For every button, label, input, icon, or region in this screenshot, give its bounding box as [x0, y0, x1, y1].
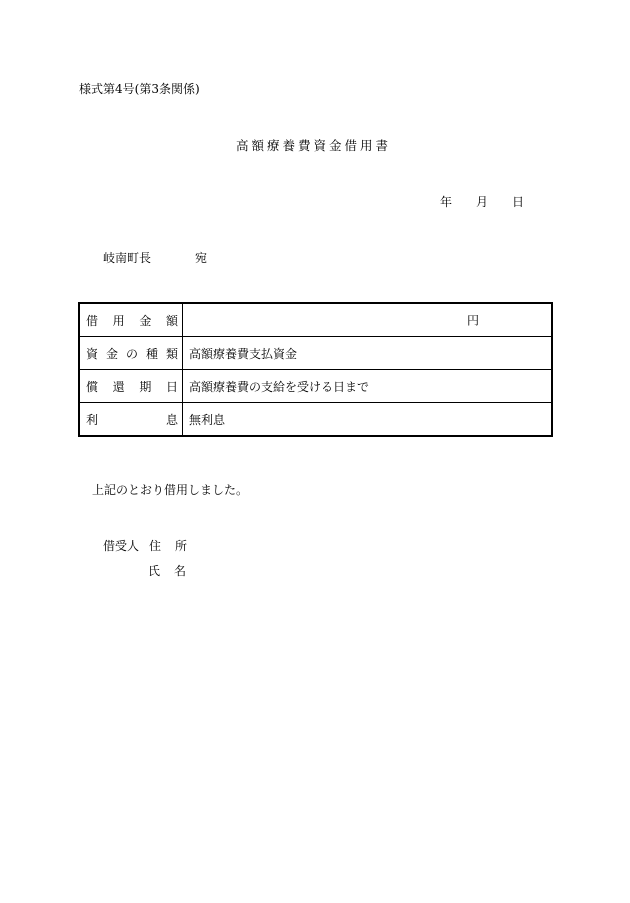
date-month: 月 [476, 195, 489, 209]
table-row-interest [79, 403, 552, 437]
value-loan-amount [183, 303, 553, 337]
value-repayment-date: 高額療養費の支給を受ける日まで [183, 370, 553, 403]
borrower-label: 借受人 [103, 539, 140, 553]
date-day: 日 [512, 195, 525, 209]
date-year: 年 [440, 195, 453, 209]
addressee-suffix: 宛 [195, 251, 208, 265]
date-line [440, 193, 524, 210]
label-repayment-date: 償 還 期 日 [79, 370, 183, 403]
table-row-fund-type [79, 337, 552, 370]
statement-text: 上記のとおり借用しました。 [92, 483, 249, 497]
addressee [103, 249, 207, 266]
table-row-loan-amount [79, 303, 552, 337]
borrower-name-row [148, 562, 200, 579]
document-title: 高額療養費資金借用書 [236, 138, 392, 153]
label-interest: 利 息 [79, 403, 183, 437]
table-row-repayment-date [79, 370, 552, 403]
address-label: 住所 [149, 539, 202, 553]
loan-details-table [78, 302, 553, 437]
form-number: 様式第4号(第3条関係) [79, 82, 200, 96]
addressee-name: 岐南町長 [103, 251, 152, 265]
name-label: 氏名 [148, 564, 201, 578]
label-fund-type: 資 金 の 種 類 [79, 337, 183, 370]
label-loan-amount: 借 用 金 額 [79, 303, 183, 337]
value-fund-type: 高額療養費支払資金 [183, 337, 553, 370]
value-interest: 無利息 [183, 403, 553, 437]
borrower-address-row [103, 537, 201, 554]
yen-unit: 円 [467, 313, 480, 328]
